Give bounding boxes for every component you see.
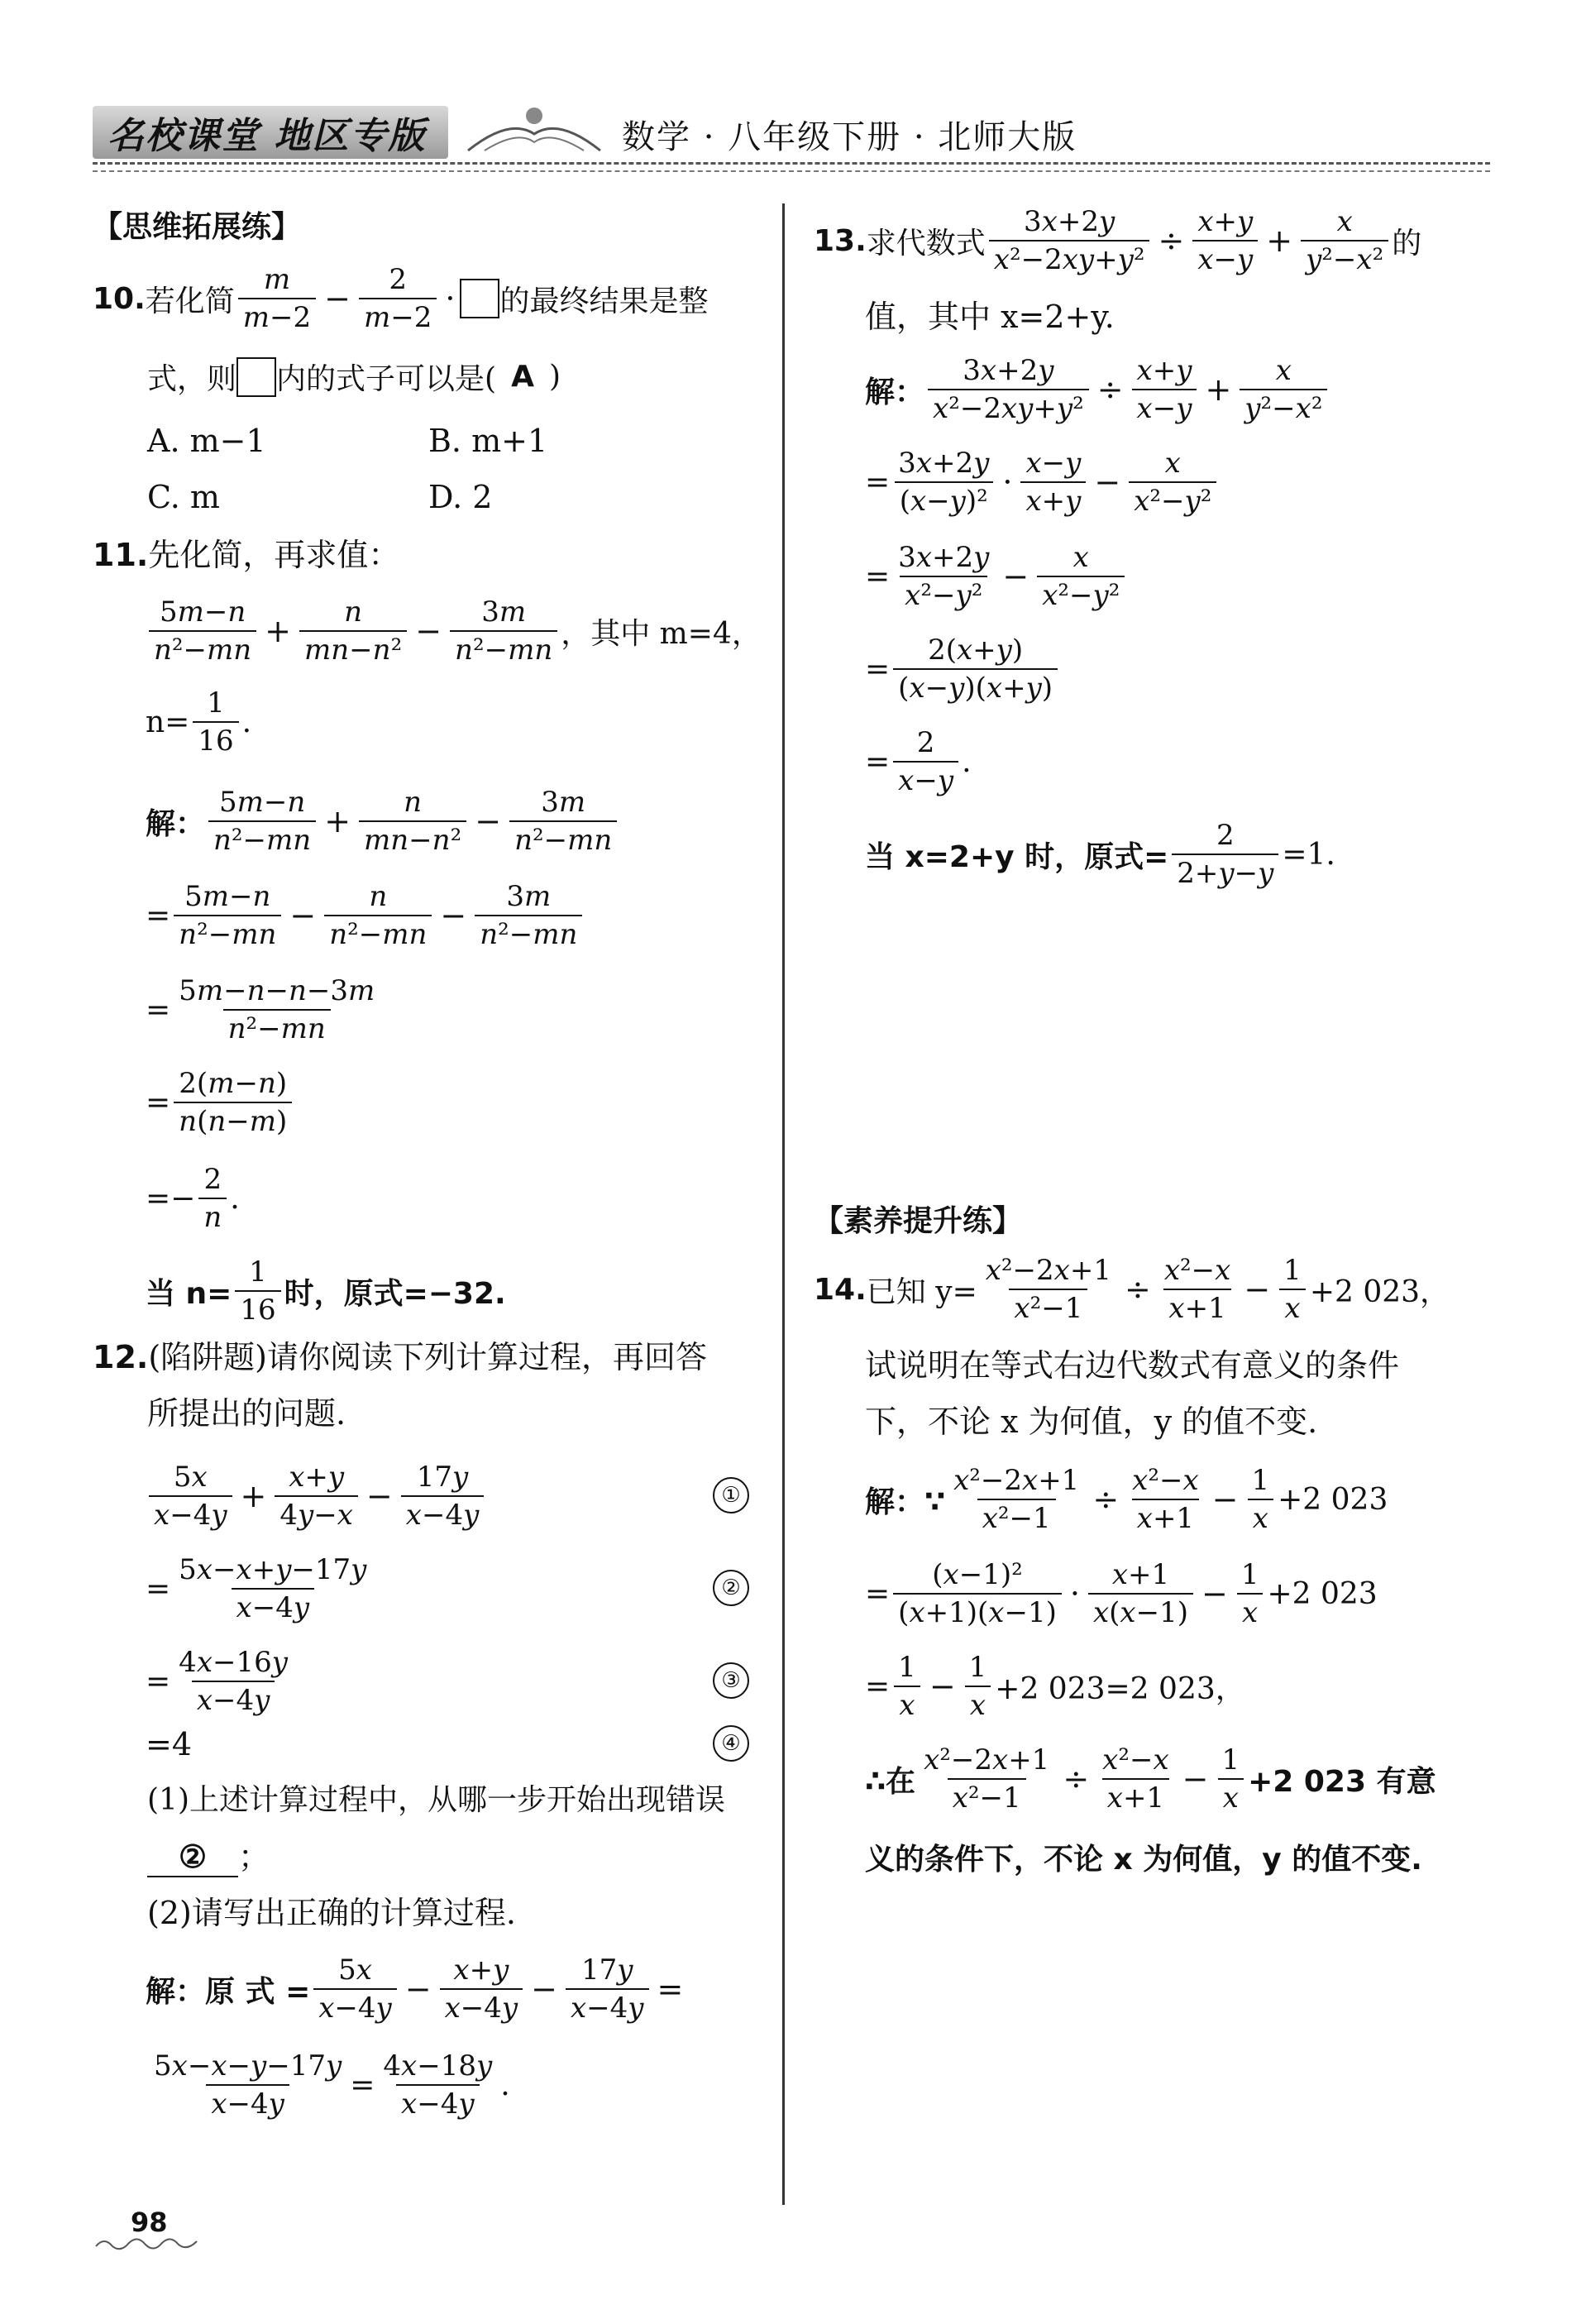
step-mark-2: ② xyxy=(713,1570,749,1606)
q10-frac2: $\frac{2}{m-2}$ xyxy=(359,263,437,334)
q11-final: 当 n= $\frac{1}{16}$ 时，原式=−32. xyxy=(146,1255,506,1327)
q10-answer: A xyxy=(511,360,534,394)
section-thinking: 【思维拓展练】 xyxy=(93,210,302,244)
step-mark-3: ③ xyxy=(713,1662,749,1699)
q11-step1: 解： $\frac{5m-n}{\text{n²−mn}}$ + $\frac{n}{\text{mn−n²}}$ − $\frac{3m}{\text{n²−mn}}$ xyxy=(146,786,620,857)
q11-prompt: 11.先化简，再求值： xyxy=(93,537,400,573)
q12-step4: =4 xyxy=(146,1726,193,1762)
q12-step1: $\frac{5x}{x-4y}$ + $\frac{x+y}{4y-x}$ − $\frac{17y}{x-4y}$ xyxy=(146,1461,487,1532)
q13-step5: = $\frac{2}{x-y}$ . xyxy=(865,726,972,797)
q14-conclusion: ∴在 $\frac{\text{x²−2x+1}}{\text{x²−1}}$ ÷ $\frac{\text{x²−x}}{x+1}$ − $\frac{1}{x}$ +2 023 有意 xyxy=(865,1743,1436,1815)
q11-n-value: n= $\frac{1}{16}$ . xyxy=(146,686,252,758)
q10-blank-box xyxy=(460,279,499,318)
page-number: 98 xyxy=(131,2207,168,2238)
q10-option-b: B. m+1 xyxy=(428,423,548,459)
step-mark-1: ① xyxy=(713,1477,749,1513)
section-literacy: 【素养提升练】 xyxy=(814,1204,1023,1238)
q11-step5: =− $\frac{2}{n}$ . xyxy=(146,1163,240,1234)
q12-prompt-2: 所提出的问题. xyxy=(147,1395,346,1432)
header-rule xyxy=(93,162,1490,165)
header-title: 数学 · 八年级下册 · 北师大版 xyxy=(622,118,1077,156)
q12-prompt-1: 12.(陷阱题)请你阅读下列计算过程，再回答 xyxy=(93,1339,707,1375)
q12-solution-1: 解：原 式 = $\frac{5x}{x-4y}$ − $\frac{x+y}{x-4y}$ − $\frac{17y}{x-4y}$ = xyxy=(146,1953,684,2025)
q12-solution-2: $\frac{5x-x-y-17y}{x-4y}$ = $\frac{4x-18y}{x-4y}$ . xyxy=(154,2049,510,2121)
q12-sub1: (1)上述计算过程中，从哪一步开始出现错误 xyxy=(147,1783,725,1817)
q10-tail: 的最终结果是整 xyxy=(499,284,709,318)
q13-step4: = $\frac{2(x+y)}{(x-y)(x+y)}$ xyxy=(865,634,1061,705)
q10-blank-box-2 xyxy=(236,357,276,397)
q10-option-c: C. m xyxy=(147,479,220,515)
q12-answer-line: ② ； xyxy=(147,1838,270,1877)
q14-step1: 解：∵ $\frac{\text{x²−2x+1}}{\text{x²−1}}$ ÷ $\frac{\text{x²−x}}{x+1}$ − $\frac{1}{x}$ +2 023 xyxy=(865,1464,1388,1535)
q13-final: 当 x=2+y 时，原式= $\frac{2}{2+y-y}$ =1. xyxy=(865,819,1335,890)
column-divider xyxy=(782,203,785,2205)
page-header xyxy=(93,93,1490,165)
q14-line2: 试说明在等式右边代数式有意义的条件 xyxy=(865,1347,1400,1384)
q10-option-d: D. 2 xyxy=(428,479,493,515)
q13-step3: = $\frac{3x+2y}{\text{x²−y²}}$ − $\frac{x}{\text{x²−y²}}$ xyxy=(865,541,1128,612)
leaf-ornament-icon xyxy=(460,101,609,159)
q14-step2: = $\frac{\text{(x−1)²}}{(x+1)(x-1)}$ · $\frac{x+1}{x(x-1)}$ − $\frac{1}{x}$ +2 023 xyxy=(865,1558,1378,1629)
q11-step3: = $\frac{5m-n-n-3m}{\text{n²−mn}}$ xyxy=(146,974,375,1045)
q12-sub2: (2)请写出正确的计算过程. xyxy=(147,1895,516,1931)
q11-expression: $\frac{5m-n}{\text{n²−mn}}$ + $\frac{n}{\text{mn−n²}}$ − $\frac{3m}{\text{n²−mn}}$ ，其中 m=4， xyxy=(146,595,762,667)
header-rule-2 xyxy=(93,170,1490,172)
q14-line3: 下，不论 x 为何值，y 的值不变. xyxy=(865,1403,1318,1440)
q10-line1: 10. 若化简 $\frac{m}{m-2}$ − $\frac{2}{m-2}$ · 的最终结果是整 xyxy=(93,263,709,334)
q14-line1: 14. 已知 y= $\frac{\text{x²−2x+1}}{\text{x²−1}}$ ÷ $\frac{\text{x²−x}}{x+1}$ − $\frac{1}{x}$ +2 023， xyxy=(814,1254,1450,1325)
q10-lead: 若化简 xyxy=(145,284,235,318)
step-mark-4: ④ xyxy=(713,1725,749,1762)
swirl-ornament-icon xyxy=(93,2233,200,2253)
q12-step2: = $\frac{5x-x+y-17y}{x-4y}$ xyxy=(146,1553,367,1624)
q12-step3: = $\frac{4x-16y}{x-4y}$ xyxy=(146,1646,288,1717)
q13-step1: 解： $\frac{3x+2y}{\text{x²−2xy+y²}}$ ÷ $\frac{x+y}{x-y}$ + $\frac{x}{\text{y²−x²}}$ xyxy=(865,354,1330,425)
q13-line1: 13. 求代数式 $\frac{3x+2y}{\text{x²−2xy+y²}}$ ÷ $\frac{x+y}{x-y}$ + $\frac{x}{\text{y²−x²}}$ 的 xyxy=(814,205,1422,276)
q12-answer: ② xyxy=(147,1838,238,1877)
brand-text: 名校课堂 地区专版 xyxy=(107,115,427,157)
q11-step2: = $\frac{5m-n}{\text{n²−mn}}$ − $\frac{n}{\text{n²−mn}}$ − $\frac{3m}{\text{n²−mn}}$ xyxy=(146,880,585,951)
q10-line2: 式，则 内的式子可以是( A ) xyxy=(147,356,561,398)
q13-line2: 值，其中 x=2+y. xyxy=(865,299,1115,335)
q10-number: 10. xyxy=(93,281,146,316)
q14-conclusion-2: 义的条件下，不论 x 为何值，y 的值不变. xyxy=(865,1843,1422,1877)
q14-step3: = $\frac{1}{x}$ − $\frac{1}{x}$ +2 023=2 023， xyxy=(865,1651,1245,1722)
q11-step4: = $\frac{2(m-n)}{n(n-m)}$ xyxy=(146,1067,295,1138)
q10-option-a: A. m−1 xyxy=(147,423,266,459)
q13-step2: = $\frac{3x+2y}{\text{(x−y)²}}$ · $\frac{x-y}{x+y}$ − $\frac{x}{\text{x²−y²}}$ xyxy=(865,447,1220,518)
q10-frac1: $\frac{m}{m-2}$ xyxy=(238,263,316,334)
